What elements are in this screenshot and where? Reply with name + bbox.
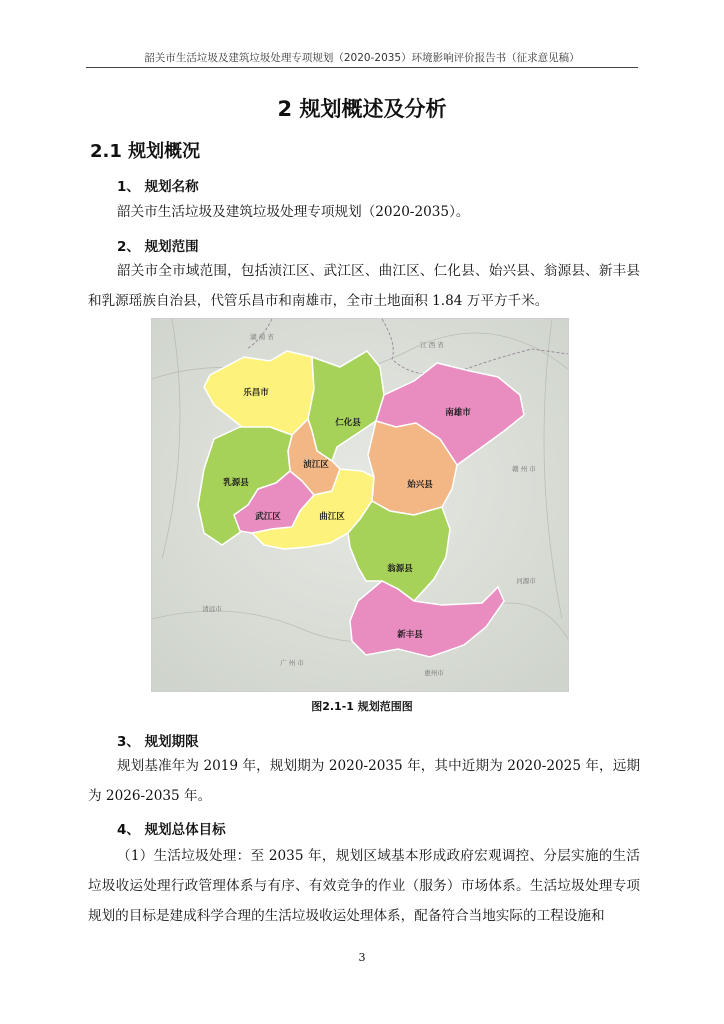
map-bg-label-heyuan: 河源市 xyxy=(516,577,536,585)
map-label-ruyuan: 乳源县 xyxy=(223,478,249,488)
map-bg-label-guangzhou: 广 州 市 xyxy=(280,659,304,667)
map-label-xinfeng: 新丰县 xyxy=(397,630,423,640)
map-label-nanxiong: 南雄市 xyxy=(445,408,471,418)
page-number: 3 xyxy=(358,951,366,964)
map-label-shixing: 始兴县 xyxy=(407,480,433,490)
map-bg-label-jiangxi: 江 西 省 xyxy=(420,341,444,349)
map-label-zhenjiang: 浈江区 xyxy=(303,460,329,470)
map-label-renhua: 仁化县 xyxy=(335,418,361,428)
item-text-goals: （1）生活垃圾处理：至 2035 年，规划区域基本形成政府宏观调控、分层实施的生活垃圾收运处理行政管理体系与有序、有效竞争的作业（服务）市场体系。生活垃圾处理专项规划的目标是建成科学合理的生活垃圾收运处理体系，配备符合当地实际的工程设施和 xyxy=(88,848,640,924)
item-text-name: 韶关市生活垃圾及建筑垃圾处理专项规划（2020-2035）。 xyxy=(117,204,470,220)
running-header: 韶关市生活垃圾及建筑垃圾处理专项规划（2020-2035）环境影响评价报告书（征求意见稿） xyxy=(86,50,638,68)
map-bg-label-hunan: 湖 南 省 xyxy=(250,333,274,341)
item-heading-period: 3、 规划期限 xyxy=(117,734,199,750)
map-bg-label-qingyuan: 清远市 xyxy=(202,605,222,613)
planning-scope-map xyxy=(151,318,569,692)
map-bg-label-ganzhou: 赣 州 市 xyxy=(512,465,536,473)
map-label-wujiang: 武江区 xyxy=(255,512,281,522)
map-bg-label-huizhou: 惠州市 xyxy=(424,669,444,677)
item-heading-name: 1、 规划名称 xyxy=(117,179,199,195)
chapter-title: 2 规划概述及分析 xyxy=(277,97,447,121)
map-label-qujiang: 曲江区 xyxy=(319,512,345,522)
item-text-scope: 韶关市全市域范围，包括浈江区、武江区、曲江区、仁化县、始兴县、翁源县、新丰县和乳源瑶族自治县，代管乐昌市和南雄市，全市土地面积 1.84 万平方千米。 xyxy=(88,263,640,309)
section-title: 2.1 规划概况 xyxy=(90,141,201,162)
map-label-lechang: 乐昌市 xyxy=(243,388,269,398)
item-heading-scope: 2、 规划范围 xyxy=(117,239,199,255)
item-heading-goals: 4、 规划总体目标 xyxy=(117,822,226,838)
item-text-period: 规划基准年为 2019 年，规划期为 2020-2035 年，其中近期为 2020-2025 年，远期为 2026-2035 年。 xyxy=(88,758,640,804)
map-label-wengyuan: 翁源县 xyxy=(387,564,413,574)
figure-caption: 图2.1-1 规划范围图 xyxy=(311,700,413,713)
